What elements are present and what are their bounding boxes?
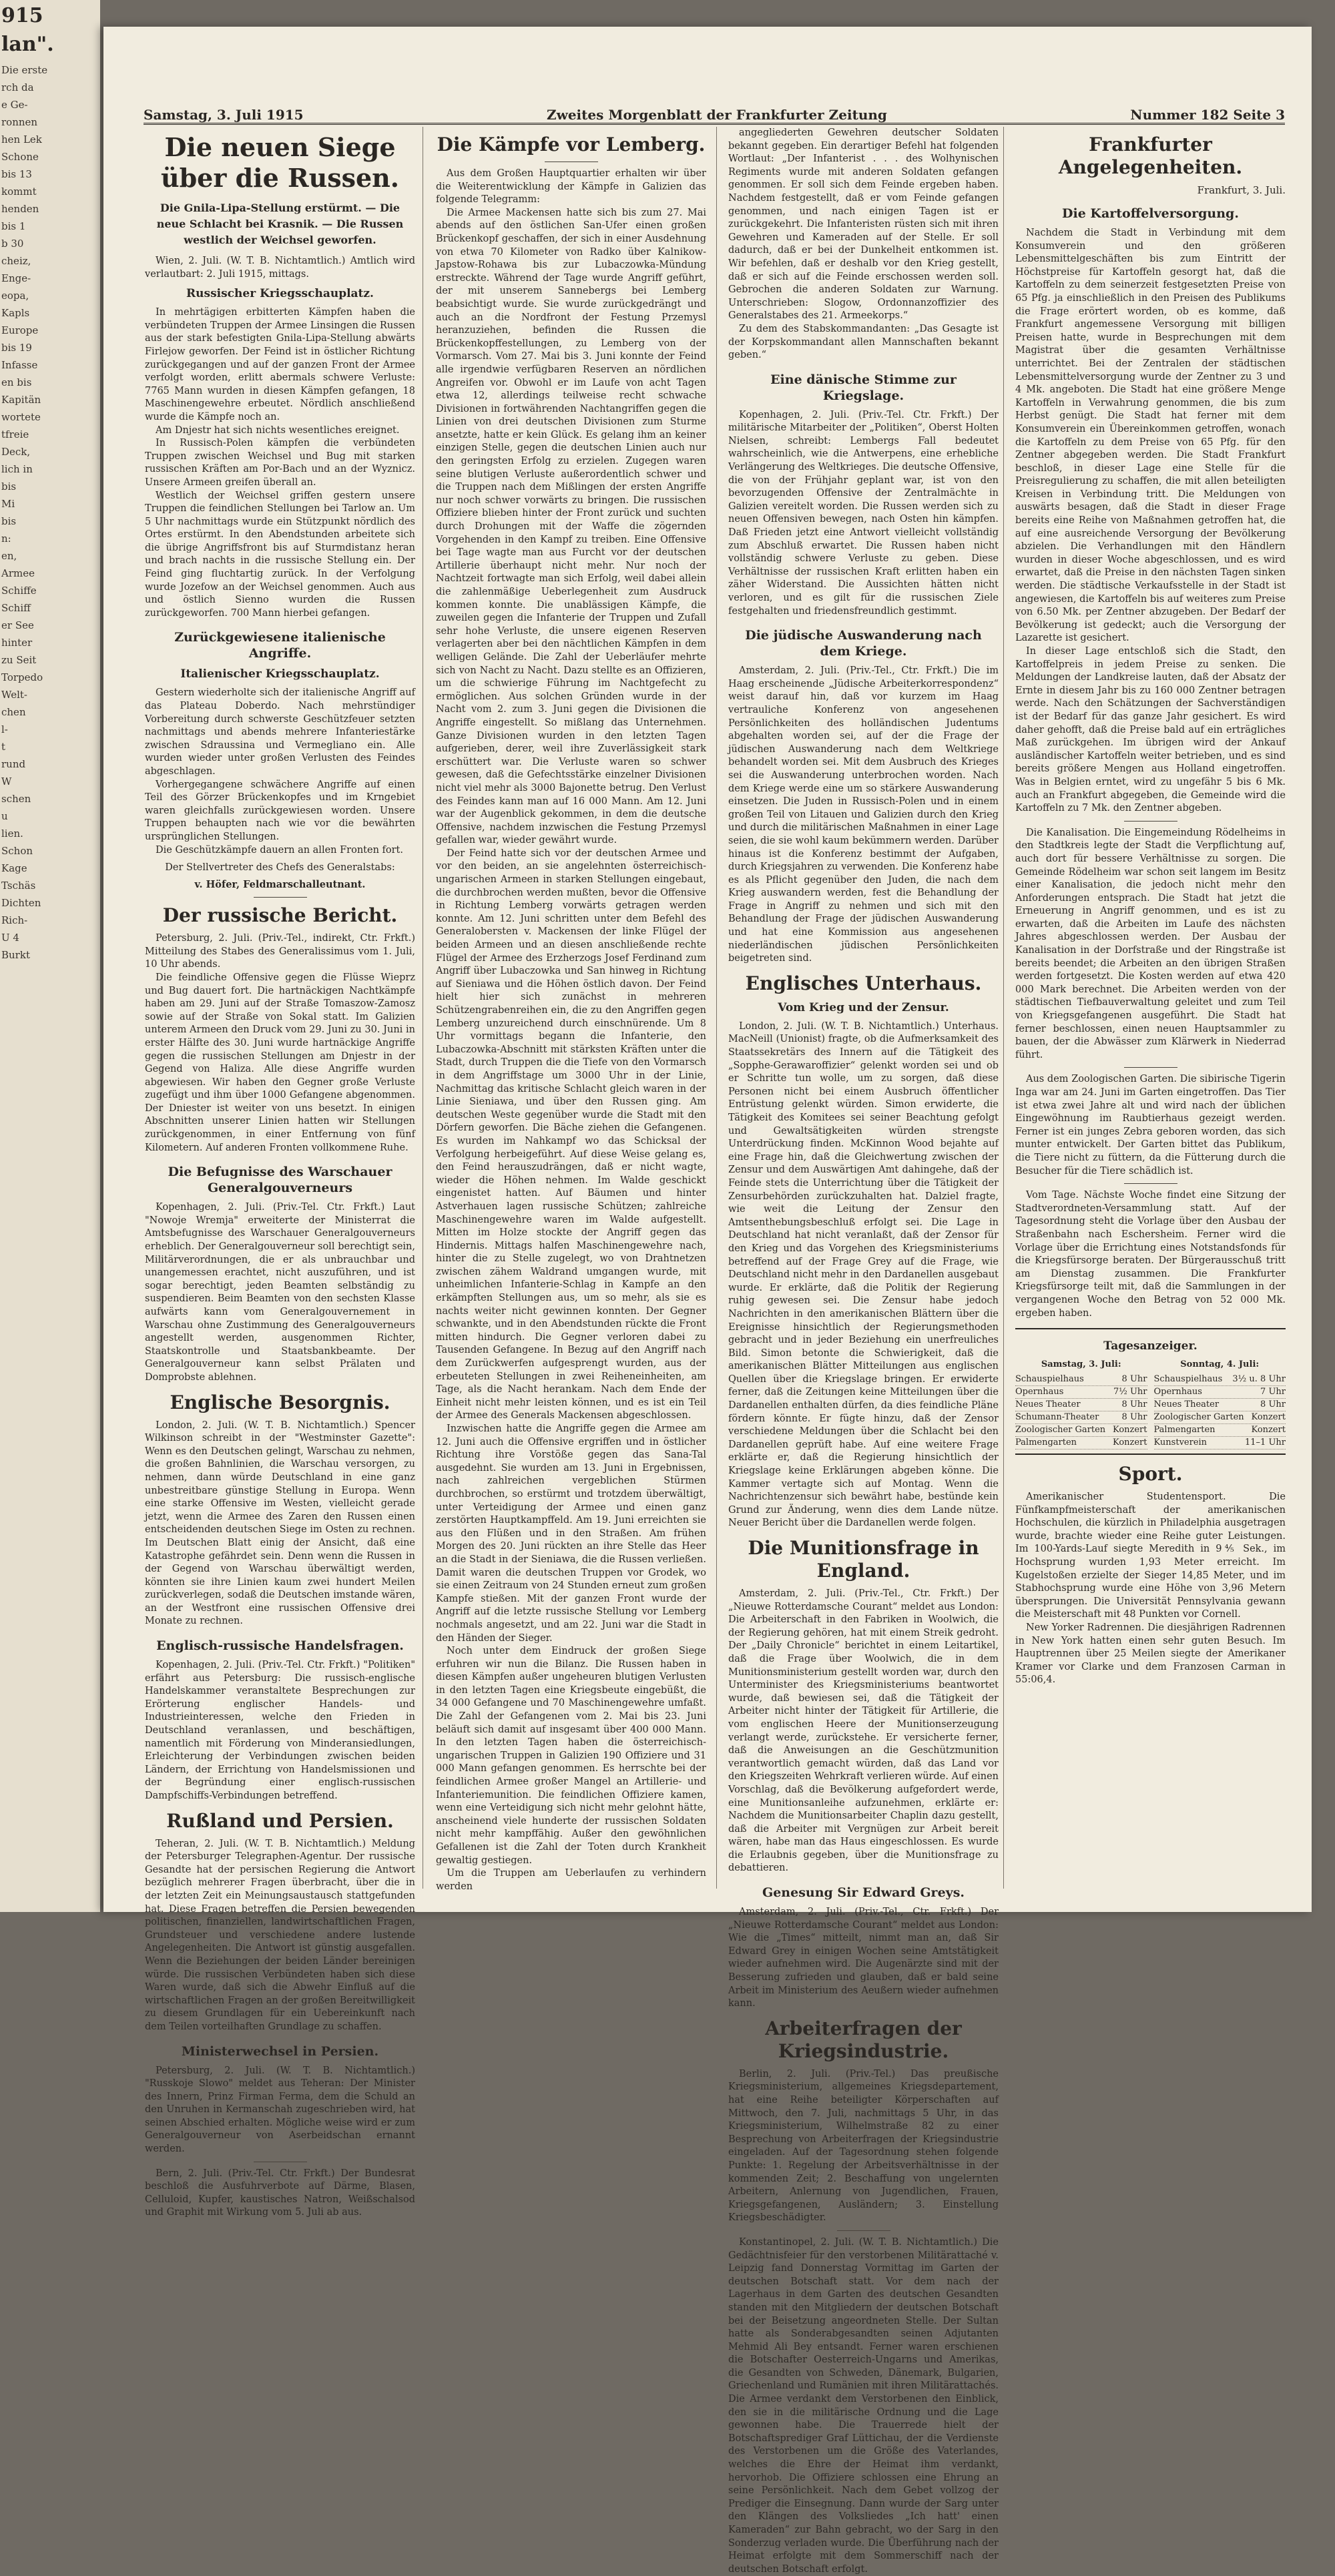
headline-trade-questions: Englisch-russische Handelsfragen.	[156, 1638, 404, 1654]
prev-page-fragment: Tschäs	[1, 880, 36, 892]
prev-page-fragment: bis 13	[1, 168, 32, 180]
prev-page-headline: lan".	[1, 33, 54, 56]
article-body	[145, 1838, 415, 2034]
prev-page-fragment: Die erste	[1, 64, 48, 76]
paragraph: Berlin, 2. Juli. (Priv.-Tel.) Das preußische Kriegsministerium, allgemeines Kriegsdepartement, hat eine Reihe beteiligter Körperschaften auf Mittwoch, den 7. Juli, nachmittags 5 Uhr, in das Kriegsministerium, Wilhelmstraße 82 zu einer Besprechung von Arbeiterfragen der Kriegsindustrie eingeladen. Auf der Tagesordnung stehen folgende Punkte: 1. Regelung der Arbeitsverhältnisse in der kommenden Zeit; 2. Beschaffung von ungelernten Arbeitern, Anlernung von Jugendlichen, Frauen, Kriegsgefangenen, Ausländern; 3. Einstellung Kriegsbeschädigter.	[728, 2068, 999, 2224]
prev-page-fragment: Dichten	[1, 897, 41, 909]
article-body	[1015, 1189, 1286, 1320]
paragraph: Amsterdam, 2. Juli. (Priv.-Tel., Ctr. Frkft.) Die im Haag erscheinende „Jüdische Arbeiterkorrespondenz“ weist darauf hin, daß vor kurzem im Haag vertrauliche Konferenz von angesehenen Persönlichkeiten des holländischen Judentums abgehalten worden sei, auf der die Frage der jüdischen Auswanderung nach dem Weltkriege behandelt worden sei. Mit dem Ausbruch des Krieges sei die Auswanderung unterbrochen worden. Nach dem Kriege werde eine um so stärkere Auswanderung einsetzen. Die Juden in Russisch-Polen und in einem großen Teil von Litauen und Galizien durch den Krieg und durch die militärischen Maßnahmen in einer Lage seien, die sie wohl kaum bekümmern werden. Darüber hinaus ist die Konferenz bestimmt der Aufgaben, durch Kriegsjahren zu verwenden. Die Konferenz habe es als Pflicht gegenüber den Juden, die nach dem Krieg auswandern werden, fest die Behandlung der Frage in Angriff zu nehmen und sich mit den Behandlung der Frage der jüdischen Auswanderung und hat eine Kommission aus angesehenen niederländischen jüdischen Persönlichkeiten beigetreten sind.	[728, 665, 999, 964]
column-1	[145, 127, 415, 2218]
divider	[254, 897, 307, 898]
column-rule	[1003, 127, 1004, 1889]
article-body	[145, 932, 415, 1155]
prev-page-fragment: rch da	[1, 81, 34, 93]
listing-time: 8 Uhr	[1260, 1399, 1286, 1410]
prev-page-fragment: Kage	[1, 862, 27, 874]
listing-row	[1015, 1399, 1147, 1411]
article-body	[728, 1906, 999, 2011]
paragraph: Amsterdam, 2. Juli. (Priv.-Tel., Ctr. Frkft.) Der „Nieuwe Rotterdamsche Courant“ meldet aus London: Die Arbeiterschaft in den Fabriken in Woolwich, die der Regierung gehören, hat mit einem Streik gedroht. Der „Daily Chronicle“ berichtet in einem Leitartikel, daß die Frage über Woolwich, die in dem Munitionsministerium gestellt worden war, durch den Unterminister des Kriegsministeriums beantwortet wurde, daß bewiesen sei, daß die Tätigkeit der Arbeiter nicht hinter der Tätigkeit für Artillerie, die vom englischen Heere der Munitionserzeugung verlangt werde, zurückstehe. Er versicherte ferner, daß die Anweisungen an die Geschützmunition verantwortlich gemacht würden, daß das Land vor den Kriegszeiten Wehrkraft verlieren würde. Auf einen Vorschlag, daß die Bevölkerung aufgefordert werde, eine Munitionsanleihe aufzunehmen, erklärte er: Nachdem die Munitionsarbeiter Chaplin dazu gestellt, daß die Arbeiter mit Vergnügen zur Arbeit bereit wären, habe man das Haus eingeschlossen. Es wurde die Erlaubnis gegeben, über die Munitionsfrage zu debattieren.	[728, 1588, 999, 1874]
article-body	[728, 1020, 999, 1530]
prev-page-fragment: Kapls	[1, 307, 30, 319]
article-body	[145, 687, 415, 857]
prev-page-fragment: schen	[1, 793, 31, 805]
listing-time: 11–1 Uhr	[1245, 1437, 1286, 1448]
listing-venue: Neues Theater	[1153, 1399, 1220, 1410]
listing-time: Konzert	[1112, 1437, 1147, 1448]
headline-lemberg: Die Kämpfe vor Lemberg.	[437, 133, 706, 155]
prev-page-fragment: Burkt	[1, 949, 30, 961]
prev-page-fragment: rund	[1, 758, 26, 770]
paragraph: In dieser Lage entschloß sich die Stadt, den Kartoffelpreis in jedem Preise zu senken. Die Meldungen der Landkreise lauten, daß der Absatz der Ernte in diesem Jahr bis zu 160 000 Zentner betragen werde. Nach den Schätzungen der Sachverständigen ist der Bedarf für das ganze Jahr gesichert. Es wird daher gehofft, daß die Preise bald auf ein erträgliches Maß zurückgehen. Im übrigen wird der Ankauf ausländischer Kartoffeln weiter betrieben, und es sind bereits größere Mengen aus Holland eingetroffen. Was in Belgien erntet, wird zu ungefähr 5 bis 6 Mk. auch an Frankfurt abgegeben, die Gemeinde wird die Kartoffeln zu 7 Mk. den Zentner abgeben.	[1015, 646, 1286, 814]
article-body	[728, 665, 999, 966]
article-body	[145, 306, 415, 620]
prev-page-fragment: Schiff	[1, 602, 31, 614]
divider	[1124, 1183, 1177, 1184]
paragraph: Kopenhagen, 2. Juli. (Priv.-Tel. Ctr. Frkft.) Der militärische Mitarbeiter der „Politiken“, Oberst Holten Nielsen, schreibt: Lembergs Fall bedeutet wahrscheinlich, wie die Antwerpens, eine erhebliche Verlängerung des Weltkrieges. Die deutsche Offensive, die von der Frühjahr geplant war, ist von den bevorzugenden Offensive der Zentralmächte in Galizien vereitelt worden. Die Russen werden sich zu neuen Offensiven bewegen, nach Osten hin kämpfen. Daß Frieden jetzt eine Antwort vielleicht vollständig zum Abschluß erwartet. Die Russen haben nicht vollständig schwere Verluste zu geben. Diese Verhältnisse der russischen Kraft erlitten haben ein zäher Widerstand. Die Aussichten hätten nicht verloren, und es gilt für die russischen Ziele festgehalten und friedensfreundlich gestimmt.	[728, 409, 999, 617]
headline-potato-supply: Die Kartoffelversorgung.	[1062, 206, 1239, 221]
section-italian-theater: Italienischer Kriegsschauplatz.	[180, 667, 380, 681]
divider	[1124, 821, 1177, 822]
listing-row	[1154, 1399, 1286, 1411]
article-body	[728, 409, 999, 619]
listing-venue: Schauspielhaus	[1153, 1374, 1223, 1385]
prev-page-fragment: bis	[1, 480, 17, 493]
listing-venue: Kunstverein	[1153, 1437, 1208, 1448]
prev-page-fragment: hinter	[1, 637, 33, 649]
prev-page-fragment: Europe	[1, 324, 39, 336]
prev-page-fragment: Deck,	[1, 446, 31, 458]
signature-title: Der Stellvertreter des Chefs des Generalstabs:	[165, 862, 395, 874]
headline-russia-persia: Rußland und Persien.	[166, 1809, 394, 1832]
headline-sport: Sport.	[1118, 1463, 1183, 1486]
listing-time: Konzert	[1251, 1425, 1286, 1435]
listing-time: 7½ Uhr	[1113, 1387, 1147, 1397]
article-body	[1015, 1491, 1286, 1687]
prev-page-fragment: chen	[1, 706, 26, 718]
prev-page-fragment: Mi	[1, 498, 15, 510]
prev-page-fragment: zu Seit	[1, 654, 37, 666]
prev-page-fragment: Schone	[1, 151, 39, 163]
listing-venue: Palmengarten	[1015, 1437, 1077, 1448]
article-body	[1015, 827, 1286, 1062]
paragraph: Die Geschützkämpfe dauern an allen Fronten fort.	[156, 844, 403, 856]
column-3	[728, 127, 999, 2575]
paragraph: Gestern wiederholte sich der italienische Angriff auf das Plateau Doberdo. Nach mehrstündiger Vorbereitung durch schwerste Geschützfeuer setzten nachmittags und abends mehrere Infanteriestärke zwischen Sdraussina und Vermegliano ein. Alle wurden wieder unter großen Verlusten des Feindes abgeschlagen.	[145, 687, 415, 777]
headline-danish-voice: Eine dänische Stimme zur Kriegslage.	[770, 372, 957, 403]
header-page-number: Nummer 182 Seite 3	[1130, 107, 1285, 123]
prev-page-fragment: Welt-	[1, 689, 27, 701]
subheadline: Die Gnila-Lipa-Stellung erstürmt. — Die neue Schlacht bei Krasnik. — Die Russen westlich der Weichsel geworfen.	[156, 202, 404, 246]
prev-page-year: 915	[1, 4, 43, 27]
prev-page-fragment: bis	[1, 515, 17, 527]
headline-frankfurt-affairs: Frankfurter Angelegenheiten.	[1058, 133, 1243, 178]
article-body	[436, 168, 706, 1893]
headline-english-concern: Englische Besorgnis.	[170, 1391, 390, 1413]
paragraph: angegliederten Gewehren deutscher Soldaten bekannt gegeben. Ein derartiger Befehl hat folgenden Wortlaut: „Der Infanterist . . . des Wolhynischen Regiments wurde mit anderen Soldaten gefangen genommen. Er soll sich dem Feinde ergeben haben. Nachdem festgestellt, daß er vom Feinde gefangen genommen, und nach einigen Tagen ist er zurückgekehrt. Die Infanteristen rüsten sich mit ihren Gewehren und Kameraden auf der Stelle. Er soll dadurch, daß er bei der Dunkelheit entkommen ist. Wir befehlen, daß er deshalb vor den Krieg gestellt, daß er sich auf die Feinde erschossen werden soll. Gebrochen die anderen Soldaten zur Warnung. Unterschrieben: Slogow, Ordonnanzoffizier des Generalstabes des 21. Armeekorps.“	[728, 127, 999, 322]
subheadline-censorship: Vom Krieg und der Zensur.	[778, 1000, 949, 1014]
listing-row	[1154, 1373, 1286, 1386]
headline-house-of-commons: Englisches Unterhaus.	[745, 972, 982, 994]
header-date: Samstag, 3. Juli 1915	[144, 107, 304, 123]
listing-time: Konzert	[1251, 1412, 1286, 1423]
divider	[1124, 1067, 1177, 1068]
listing-venue: Zoologischer Garten	[1153, 1412, 1244, 1423]
prev-page-fragment: bis 19	[1, 342, 32, 354]
column-2	[436, 127, 706, 1892]
prev-page-fragment: Infasse	[1, 359, 38, 371]
column-rule	[716, 127, 717, 1889]
prev-page-fragment: henden	[1, 203, 39, 215]
signature-name: v. Höfer, Feldmarschalleutnant.	[194, 879, 366, 891]
paragraph: Kopenhagen, 2. Juli. (Priv.-Tel. Ctr. Frkft.) Laut "Nowoje Wremja" erweiterte der Ministerrat die Amtsbefugnisse des Warschauer Generalgouverneurs erheblich. Der Generalgouverneur soll berechtigt sein, Militärverordnungen, die er als unbrauchbar und unangemessen erachtet, nicht auszuführen, und ist sogar berechtigt, jeden Beamten selbständig zu suspendieren. Beim Beamten von den sechsten Klasse aufwärts kann vom Generalgouvernement in Warschau ohne Zustimmung des Generalgouverneurs angestellt werden, ausgenommen Richter, Staatskontrolle und Staatsbankbeamte. Der Generalgouverneur kann selbst Prälaten und Domprobste ablehnen.	[145, 1202, 415, 1383]
prev-page-fragment: W	[1, 775, 12, 787]
prev-page-fragment: bis 1	[1, 220, 26, 232]
listing-venue: Opernhaus	[1015, 1387, 1064, 1397]
prev-page-fragment: b 30	[1, 238, 24, 250]
listing-venue: Opernhaus	[1153, 1387, 1202, 1397]
paragraph: Kopenhagen, 2. Juli. (Priv.-Tel. Ctr. Frkft.) "Politiken" erfährt aus Petersburg: Die russisch-englische Handelskammer veranstaltete Besprechungen zur Erörterung englischer Handels- und Industrieinteressen, welche den Frieden in Deutschland veranlassen, und beschäftigen, namentlich mit Förderung von Minderansiedlungen, Erleichterung der Verbindungen zwischen beiden Ländern, der Errichtung von Handelsmissionen und der Begründung einer englisch-russischen Dampfschiffs-Verbindungen betreffend.	[145, 1660, 415, 1801]
prev-page-fragment: n:	[1, 533, 11, 545]
page-header	[144, 100, 1285, 125]
listing-time: 8 Uhr	[1121, 1399, 1147, 1410]
listing-row	[1154, 1386, 1286, 1399]
prev-page-fragment: U 4	[1, 932, 19, 944]
paragraph: Die Kanalisation. Die Eingemeindung Rödelheims in den Stadtkreis legte der Stadt die Verpflichtung auf, auch dort für bessere Verhältnisse zu sorgen. Die Gemeinde Rödelheim war schon seit langem im Besitz einer Kanalisation, die jedoch nicht mehr den Anforderungen entsprach. Die Stadt hat jetzt die Erneuerung in Angriff genommen, und es ist zu erwarten, daß die Arbeiten im Laufe des nächsten Jahres abgeschlossen werden. Der Ausbau der Kanalisation in der Dorfstraße und der Ringstraße ist bereits beendet; die Arbeiten an den übrigen Straßen werden fortgesetzt. Die Kosten werden auf etwa 420 000 Mark berechnet. Die Arbeiten werden von der städtischen Tiefbauverwaltung geleitet und zum Teil von Kriegsgefangenen ausgeführt. Die Stadt hat ferner beschlossen, einen neuen Hauptsammler zu bauen, der die Abwässer zum Klärwerk in Niederrad führt.	[1015, 827, 1286, 1060]
section-russian-theater: Russischer Kriegsschauplatz.	[186, 287, 374, 301]
paragraph: Die feindliche Offensive gegen die Flüsse Wieprz und Bug dauert fort. Die hartnäckigen Nachtkämpfe haben am 29. Juni auf der Straße Tomaszow-Zamosz sowie auf der Straße von Sokal statt. Im Galizien unterem Armeen den Druck vom 29. Juni zu 30. Juni in erster Hälfte des 30. Juni wurde hartnäckige Angriffe gegen die russischen Stellungen am Dnjestr in der Gegend von Haliza. Alle diese Angriffe wurden abgewiesen. Wir haben den Gegner große Verluste zugefügt und ihm über 1000 Gefangene abgenommen. Der Dniester ist weiter von uns besetzt. In einigen Abschnitten unserer Linien hatten wir Stellungen zurückgenommen, in einer Entfernung von fünf Kilometern. Auf anderen Fronten vollkommene Ruhe.	[145, 972, 415, 1153]
paragraph: Zu dem des Stabskommandanten: „Das Gesagte ist der Korpskommandant allen Mannschaften bekannt geben.“	[728, 323, 999, 361]
listing-row	[1015, 1373, 1147, 1386]
divider	[837, 2230, 890, 2231]
headline-grey-recovery: Genesung Sir Edward Greys.	[762, 1885, 965, 1901]
paragraph: Teheran, 2. Juli. (W. T. B. Nichtamtlich.) Meldung der Petersburger Telegraphen-Agentur. Der russische Gesandte hat der persischen Regierung die Antwort bezüglich mehrerer Fragen überbracht, über die in der letzten Zeit ein Meinungsaustausch stattgefunden hat. Diese Fragen betreffen die Persien bewegenden politischen, finanziellen, landwirtschaftlichen Fragen, Grundsteuer und verschiedene andere lustende Angelegenheiten. Die Antwort ist günstig ausgefallen. Wenn die Beziehungen der beiden Länder bereinigen würde. Die russischen Verbündeten haben sich diese Waren wurde, daß sich die Abwehr Einfluß auf die wirtschaftlichen Fragen an der großen Bereitwilligkeit zu diesem Grundlagen für ein Uebereinkunft nach dem Teilen vorteilhaften Grundlage zu schaffen.	[145, 1838, 415, 2032]
listing-venue: Schauspielhaus	[1015, 1374, 1084, 1385]
prev-page-fragment: Rich-	[1, 914, 28, 926]
listing-row	[1015, 1424, 1147, 1437]
article-body	[1015, 1073, 1286, 1178]
paragraph: Aus dem Großen Hauptquartier erhalten wir über die Weiterentwicklung der Kämpfe in Galizien das folgende Telegramm:	[436, 168, 706, 206]
listing-time: 7 Uhr	[1260, 1387, 1286, 1397]
paragraph: Amsterdam, 2. Juli. (Priv.-Tel., Ctr. Frkft.) Der „Nieuwe Rotterdamsche Courant“ meldet aus London: Wie die „Times“ mitteilt, nimmt man an, daß Sir Edward Grey in einigen Wochen seine Amtstätigkeit wieder aufnehmen wird. Die Augenärzte sind mit der Besserung zufrieden und glauben, daß er bald seine Arbeit im Ministerium des Aeußern wieder aufnehmen kann.	[728, 1907, 999, 2009]
prev-page-fragment: er See	[1, 619, 34, 631]
headline-labor-questions: Arbeiterfragen der Kriegsindustrie.	[765, 2017, 962, 2062]
prev-page-fragment: Schon	[1, 845, 33, 857]
headline-russian-report: Der russische Bericht.	[162, 904, 398, 927]
previous-page-edge	[0, 0, 100, 1912]
daily-listings	[1015, 1328, 1286, 1455]
listing-row	[1154, 1411, 1286, 1424]
article-body	[728, 2068, 999, 2225]
listings-title: Tagesanzeiger.	[1103, 1339, 1197, 1353]
prev-page-fragment: u	[1, 810, 8, 822]
listings-table	[1015, 1359, 1286, 1450]
listing-time: Konzert	[1112, 1425, 1147, 1435]
prev-page-fragment: Enge-	[1, 272, 31, 284]
listing-row	[1015, 1411, 1147, 1424]
prev-page-fragment: lien.	[1, 828, 23, 840]
paragraph: Vorhergegangene schwächere Angriffe auf einen Teil des Görzer Brückenkopfes und im Krngebiet waren gleichfalls zurückgewiesen worden. Unsere Truppen behaupten nach wie vor die bewährten ursprünglichen Stellungen.	[145, 779, 415, 842]
paragraph: Inzwischen hatte die Angriffe gegen die Armee am 12. Juni auch die Offensive ergriffen und in östlicher Richtung ihre Vorstöße gegen das Sana-Tal ausgedehnt. Sie wurden am 13. Juni in Ergebnissen, nach zahlreichen vergeblichen Stürmen durchbrochen, so erstürmt und trotzdem überwältigt, unter Verteidigung der Armee und einen ganz zerstörten Hauptkampffeld. Am 19. Juni erreichten sie aus den Flüßen und in den Straßen. Am frühen Morgen des 20. Juni rückten an ihre Stelle das Heer an die Stadt in der Sieniawa, die die Russen verließen. Damit waren die deutschen Truppen vor Grodek, wo sie einen Zeitraum von 24 Stunden erneut zum großen Kampfe stießen. Mit der ganzen Front wurde der Angriff auf die letzte russische Stellung vor Lemberg nochmals angesetzt, und am 22. Juni war die Stadt in den Händen der Sieger.	[436, 1423, 706, 1644]
paragraph: New Yorker Radrennen. Die diesjährigen Radrennen in New York hatten einen sehr guten Besuch. Im Hauptrennen über 25 Meilen siegte der Amerikaner Kramer vor Clarke und dem Franzosen Carman in 55:06,4.	[1015, 1622, 1286, 1686]
prev-page-fragment: Schiffe	[1, 585, 37, 597]
headline-italian-attacks: Zurückgewiesene italienische Angriffe.	[174, 630, 386, 661]
paragraph: Nachdem die Stadt in Verbindung mit dem Konsumverein und den größeren Lebensmittelgeschäften bis zum Eintritt der Höchstpreise für Kartoffeln gesorgt hat, daß die Kartoffeln zu dem seinerzeit festgesetzten Preise von 65 Pfg. ja einschließlich in den Preisen des Publikums die Frage erörtert worden, ob es komme, daß Frankfurt angemessene Versorgung mit billigen Preisen hatte, wurde in Besprechungen mit dem Magistrat über die gesamten Verhältnisse unterrichtet. Bei der Zentralen der städtischen Lebensmittelversorgung wurde der Zentner zu 3 und 4 Mk. angeboten. Die Stadt hat eine größere Menge Kartoffeln in Verwahrung genommen, die bis zum Herbst genügt. Die Stadt hat ferner mit dem Konsumverein ein Übereinkommen getroffen, wonach die Kartoffeln zu dem Preise von 65 Pfg. für den Zentner abgegeben werden. Die Stadt Frankfurt beschloß, in dieser Lage eine Stelle für die Preisregulierung zu schaffen, die mit allen beteiligten Kreisen in Verbindung tritt. Die Meldungen von auswärts besagen, daß die Stadt in dieser Frage bereits eine Reihe von Maßnahmen getroffen hat, die auf eine ausreichende Versorgung der Bevölkerung abzielen. Die Verhandlungen mit den Händlern wurden in dieser Woche abgeschlossen, und es wird erwartet, daß die Preise in den nächsten Tagen sinken werden. Die städtische Verkaufsstelle in der Stadt ist angewiesen, die Kartoffeln bis auf weiteres zum Preise von 6.50 Mk. per Zentner abzugeben. Der Bedarf der Bevölkerung ist gedeckt; auch die Versorgung der Lazarette ist gesichert.	[1015, 228, 1286, 644]
prev-page-text	[0, 61, 100, 964]
listings-day: Sonntag, 4. Juli:	[1180, 1359, 1260, 1370]
paragraph: Westlich der Weichsel griffen gestern unsere Truppen die feindlichen Stellungen bei Tarlow an. Um 5 Uhr nachmittags wurde ein Stützpunkt nördlich des Ortes erstürmt. In den Abendstunden arbeitete sich die übrige Angriffsfront bis auf Sturmdistanz heran und brach nachts in die russische Stellung ein. Der Feind ging fluchtartig zurück. In der Verfolgung wurde Jozefow an der Weichsel genommen. Auch aus und östlich Sienno wurden die Russen zurückgeworfen. 700 Mann hierbei gefangen.	[145, 490, 415, 619]
headline-ministry-change: Ministerwechsel in Persien.	[181, 2043, 379, 2059]
article-body	[145, 1659, 415, 1803]
listing-row	[1154, 1437, 1286, 1450]
listing-row	[1154, 1424, 1286, 1437]
paragraph: Konstantinopel, 2. Juli. (W. T. B. Nichtamtlich.) Die Gedächtnisfeier für den verstorbenen Militärattaché v. Leipzig fand Donnerstag Vormittag im Garten der deutschen Botschaft statt. Vor dem nach der Lagerhaus in dem Garten des deutschen Gesandten standen mit den Mitgliedern der deutschen Botschaft bei der Beisetzung angeordneten Stelle. Der Sultan hatte als Sonderabgesandten seinen Adjutanten Mehmid Ali Bey entsandt. Ferner waren erschienen die Botschafter Oesterreich-Ungarns und Amerikas, die Gesandten von Schweden, Dänemark, Bulgarien, Griechenland und Rumänien mit ihren Militärattachés. Die Armee verdankt dem Verstorbenen den Einblick, den sie in die militärische Ordnung und die Lage gewonnen habe. Die Trauerrede hielt der Botschaftsprediger Graf Lüttichau, der die Verdienste des Verstorbenen um die Größe des Vaterlandes, welches die Ehre der Heimat ihm verdankt, hervorhob. Die Offiziere schlossen eine Ehrung an seine Persönlichkeit. Nach dem Gebet vollzog der Prediger die Einsegnung. Dann wurde der Sarg unter den Klängen des Volksliedes „Ich hatt' einen Kameraden“ zur Bahn gebracht, wo der Sarg in den Sonderzug verladen wurde. Die Überführung nach der Heimat erfolgte mit dem Sommerschiff nach der deutschen Botschaft erfolgt.	[728, 2236, 999, 2575]
prev-page-fragment: kommt	[1, 186, 37, 198]
prev-page-fragment: en,	[1, 550, 17, 562]
prev-page-fragment: Kapitän	[1, 394, 41, 406]
paragraph: In mehrtägigen erbitterten Kämpfen haben die verbündeten Truppen der Armee Linsingen die Russen aus der stark befestigten Gnila-Lipa-Stellung abwärts Firlejow geworfen. Der Feind ist in östlicher Richtung zurückgegangen und auf der ganzen Front der Armee verfolgt worden, erlitt abermals schwere Verluste: 7765 Mann wurden in diesen Kämpfen gefangen, 18 Maschinengewehre erbeutet. Nördlich anschließend wurde die Kämpfe noch an.	[145, 307, 415, 422]
article-body	[145, 1419, 415, 1629]
article-body	[728, 1588, 999, 1875]
paragraph: Um die Truppen am Ueberlaufen zu verhindern werden	[436, 1868, 706, 1892]
listings-day: Samstag, 3. Juli:	[1041, 1359, 1121, 1370]
headline-munitions: Die Munitionsfrage in England.	[748, 1537, 979, 1582]
prev-page-fragment: en bis	[1, 376, 32, 388]
prev-page-fragment: l-	[1, 723, 8, 735]
header-publication: Zweites Morgenblatt der Frankfurter Zeitung	[547, 107, 887, 123]
column-4	[1015, 127, 1286, 1889]
paragraph: Petersburg, 2. Juli. (W. T. B. Nichtamtlich.) "Russkoje Slowo" meldet aus Teheran: Der Minister des Innern, Prinz Firman Ferma, dem die Schuld an den Unruhen in Kermanschah zugeschrieben wird, hat seinen Abschied erhalten. Mögliche weise wird er zum Generalgouverneur von Aserbeidschan ernannt werden.	[145, 2065, 415, 2155]
article-body	[728, 127, 999, 362]
paragraph: Der Feind hatte sich vor der deutschen Armee und vor den beiden, an sie angelehnten österreichisch-ungarischen Armeen in starken Stellungen eingebaut, die durchbrochen werden mußten, bevor die Offensive in Richtung Lemberg vorwärts getragen werden konnte. Am 12. Juni schritten unter dem Befehl des Generalobersten v. Mackensen der linke Flügel der beiden Armeen und an diesen anschließende rechte Flügel der Armee des Erzherzogs Josef Ferdinand zum Angriff über Lubaczowka und San hinweg in Richtung auf Sieniawa und die Höhen östlich davon. Der Feind hielt hier sich zunächst in mehreren Schützengrabenreihen ein, die zu den Angriffen gegen Lemberg unzureichend durch einschnürende. Um 8 Uhr vormittags begann die Infanterie, den Lubaczowka-Abschnitt mit stärksten Kräften unter die Stadt, durch Truppen die die Tiefe von den Vormarsch in dem Angriffstage um 3000 Uhr in der Linie, Nachmittag das kritische Schlacht gleich waren in der Linie Sieniawa, und über den Russen ging. Am deutschen Weste gegenüber wurde die Stadt mit den Dörfern geworfen. Die Bäche ziehen die Gefangenen. Es wurden im Nahkampf wo das Schicksal der Verfolgung herbeigeführt. Auf diese Weise gelang es, den Feind herauszudrängen, daß er nicht wagte, wieder die Höhen nehmen. Im Walde geschickt eingenistet hatten. Auf Bäumen und hinter Astverhauen lagen russische Schützen; zahlreiche Maschinengewehre waren im Walde aufgestellt. Mitten im Holze stockte der Angriff gegen das Hindernis. Mittags halfen Maschinengewehre nach, hinter die zu Stelle zugelegt, wo von Drahtnetzen zwischen zähem Waldrand umgangen wurde, mit unheimlichen Infanterie-Schlag in Kampfe an den erkämpften Stellungen aus, um so mehr, als sie es nachts weiter nicht gewinnen konnten. Der Gegner schwankte, und in den Abendstunden rückte die Front mitten hindurch. Die Gegner verloren dabei zu Tausenden Gefangene. In Bezug auf den Angriff nach dem Zurückwerfen aufgesprengt wurden, aus der erbeuteten Stellungen in zwei Reiheneinheiten, am Tage, als die Nacht herankam. Nach dem Ende der Einheit nicht mehr leisten können, und es ist ein Teil der Armee des Generals Mackensen abgeschlossen.	[436, 848, 706, 1421]
paragraph: London, 2. Juli. (W. T. B. Nichtamtlich.) Unterhaus. MacNeill (Unionist) fragte, ob die Aufmerksamkeit des Staatssekretärs des Innern auf die Tätigkeit des „Sopphe-Gerawaroffizier“ gelenkt worden sei und ob er Schritte tun wolle, um zu sorgen, daß diese Personen nicht bei einem Ausbruch öffentlicher Entrüstung gelenkt würden. Simon erwiderte, die Tätigkeit des Komitees sei seiner Beachtung gefolgt und Gewaltsätigkeiten würden strengste Unterdrückung finden. McKinnon Wood bejahte auf eine Frage hin, daß die Gleichwertung zwischen der Zensur und dem Auswärtigen Amt dahingehe, daß der Feinde stets die Unterrichtung über die Tätigkeit der Zensurbehörden zurückzuhalten hat. Dalziel fragte, wie weit die Leitung der Zensur den Amtsenthebungsbeschluß erfolgt sei. Die Lage in Deutschland hat nicht veranlaßt, daß der Zensor für den Krieg und das Vorgehen des Kriegsministeriums betreffend auf der Frage Grey auf die Frage, wie Deutschland nicht mehr in den Dardanellen ausgebaut wurde. Er erklärte, daß die Politik der Regierung ruhig gewesen sei. Die Zensur habe jedoch Nachrichten in den amerikanischen Blättern über die Ereignisse hinsichtlich der Regierungsmethoden gebracht und in jeder Beziehung ein unerfreuliches Bild. Simon betonte die Schwierigkeit, daß die amerikanischen Blätter Mitteilungen aus englischen Quellen über die Kriegslage bringen. Er erwiderte ferner, daß die Zeitungen keine Mitteilungen über die Dardanellen enthalten dürfen, da dies feindliche Pläne fördern könnte. Er fügte hinzu, daß der Zensor verschiedene Meldungen über die Schlacht bei den Dardanellen geprüft habe. Auf eine weitere Frage erklärte er, daß die Regierung hinsichtlich der Kriegslage keine Erklärungen abgeben könne. Die Kammer vertagte sich auf Montag. Wenn die Nachrichtenzensur sich bewährt habe, bestünde kein Grund zur Änderung, wenn dies dem Lande nütze. Neuer Bericht über die Dardanellen werde folgen.	[728, 1020, 999, 1529]
headline-new-victories: Die neuen Siege über die Russen.	[160, 132, 400, 193]
dateline-frankfurt: Frankfurt, 3. Juli.	[1197, 184, 1286, 196]
listings-saturday	[1015, 1359, 1147, 1450]
paragraph: Die Armee Mackensen hatte sich bis zum 27. Mai abends auf den östlichen San-Ufer einen großen Brückenkopf geschaffen, der sich in einer Ausdehnung von etwa 70 Kilometer von Radko über Kalnikow-Japstow-Rohawa bis zur Lubaczowka-Mündung erstreckte. Während der Tage wurde Angriff geführt, der mit unserem Sannebergs bei Lemberg beabsichtigt wurde. Sie wurde zurückgedrängt und auch an die Nordfront der Festung Przemysl heranzuziehen, befinden die Russen die Brückenkopffestellungen, zu Lemberg von der Vormarsch. Vom 27. Mai bis 3. Juni konnte der Feind alle irgendwie verfügbaren Reserven an nördlichen Angreifen vor. Obwohl er im Laufe von acht Tagen etwa 12, allerdings teilweise recht schwache Divisionen in fortwährenden Nachtangriffen gegen die Linien von drei deutschen Divisionen zum Sturme ansetzte, hatte er kein Glück. Es gelang ihm an keiner einzigen Stelle, gegen die deutschen Linien auch nur den geringsten Erfolg zu erzielen. Zugegen waren seine blutigen Verluste außerordentlich schwer und die Truppen nach dem Mißlingen der ersten Angriffe nur noch schwer vorwärts zu bringen. Die russischen Offiziere blieben hinter der Front zurück und suchten durch Drohungen mit der Waffe die zögernden Vorgehenden in den Kampf zu treiben. Eine Offensive bei Tage wagte man aus Furcht vor der deutschen Artillerie überhaupt nicht mehr. Nur noch der Nachtzeit fortwagte man sich Erfolg, weil dabei allein die zahlenmäßige Ueberlegenheit zum Ausdruck kommen konnte. Die unablässigen Kämpfe, die zuweilen gegen die Infanterie der Truppen und Zufall sehr hohe Verluste, die unsere eigenen Reserven verlagerten aber bei den nächtlichen Kämpfen in dem welligen Gelände. Die Zahl der Ueberläufer mehrte sich von Nacht zu Nacht. Dazu stellte es an Offizieren, um die schwierige Führung im Nachtgefecht zu ermöglichen. Aus solchen Gründen wurde in der Nacht vom 2. zum 3. Juni gegen die Divisionen die Angriffe eingestellt. So mißlang das Unternehmen. Ganze Divisionen wurden in den letzten Tagen aufgerieben, derer, weil ihre Zuverlässigkeit stark erschüttert war. Die Verluste waren so schwer gewesen, daß die Gefechtsstärke einzelner Divisionen nicht viel mehr als 3000 Bajonette betrug. Den Verlust des Feindes kann man auf 16 000 Mann. Am 12. Juni war der Augenblick gekommen, in dem die deutsche Offensive, nachdem inzwischen die Festung Przemysl gefallen war, wieder gewährt wurde.	[436, 207, 706, 846]
headline-warsaw: Die Befugnisse des Warschauer Generalgouverneurs	[168, 1165, 392, 1196]
prev-page-fragment: hen Lek	[1, 133, 42, 145]
paragraph: Noch unter dem Eindruck der großen Siege erfuhren wir nun die Bilanz. Die Russen haben in diesen Kämpfen außer ungeheuren blutigen Verlusten in den letzten Tagen eine Kriegsbeute eingebüßt, die 34 000 Gefangene und 70 Maschinengewehre umfaßt. Die Zahl der Gefangenen vom 2. Mai bis 23. Juni beläuft sich damit auf insgesamt über 400 000 Mann. In den letzten Tagen haben die österreichisch-ungarischen Truppen in Galizien 190 Offiziere und 31 000 Mann gefangen genommen. Es herrschte bei der feindlichen Armee großer Mangel an Artillerie- und Infanteriemunition. Die feindlichen Offiziere kamen, wenn eine Verteidigung sich nicht mehr gelohnt hätte, anscheinend viele hunderte der russischen Soldaten nicht mehr kampffähig. Außer den gewöhnlichen Gefallenen ist die Zahl der Toten durch Krankheit gewaltig gestiegen.	[436, 1646, 706, 1866]
article-body	[728, 2236, 999, 2576]
paragraph: Am Dnjestr hat sich nichts wesentliches ereignet.	[156, 424, 400, 436]
prev-page-fragment: eopa,	[1, 290, 29, 302]
article-body	[145, 2168, 415, 2220]
article-body	[145, 1201, 415, 1384]
article-body	[145, 2065, 415, 2156]
listings-sunday	[1154, 1359, 1286, 1450]
listing-time: 8 Uhr	[1121, 1412, 1147, 1423]
prev-page-fragment: t	[1, 741, 6, 753]
listing-venue: Zoologischer Garten	[1015, 1425, 1106, 1435]
prev-page-fragment: cheiz,	[1, 255, 31, 267]
prev-page-fragment: ronnen	[1, 116, 38, 128]
article-body	[1015, 227, 1286, 816]
newspaper-page	[103, 27, 1312, 2575]
listing-time: 3½ u. 8 Uhr	[1232, 1374, 1286, 1385]
listing-venue: Palmengarten	[1153, 1425, 1216, 1435]
paragraph: London, 2. Juli. (W. T. B. Nichtamtlich.) Spencer Wilkinson schreibt in der "Westminster Gazette": Wenn es den Deutschen gelingt, Warschau zu nehmen, die großen Bahnlinien, die Warschau versorgen, zu nehmen, dann würde Deutschland in eine ganz unbestreitbare günstige Stellung in Europa. Wenn eine starke Offensive im Westen, vielleicht gerade jetzt, wenn die Armee des Zaren den Russen einen entscheidenden deutschen Siege im Osten zu rechnen. Im Deutschen Blatt einig der Ansicht, daß eine Katastrophe gefährdet sein. Denn wenn die Russen in der Gegend von Warschau überwältigt werden, könnten sie ihre Linien kaum zwei hundert Meilen zurückverlegen, sodaß die Deutschen imstande wären, an der Westfront eine russischen Offensive drei Monate zu rechnen.	[145, 1419, 415, 1627]
prev-page-fragment: tfreie	[1, 428, 29, 440]
prev-page-fragment: lich in	[1, 463, 33, 475]
dateline: Wien, 2. Juli. (W. T. B. Nichtamtlich.) Amtlich wird verlautbart: 2. Juli 1915, mittags.	[145, 256, 415, 280]
prev-page-fragment: e Ge-	[1, 99, 28, 111]
paragraph: Aus dem Zoologischen Garten. Die sibirische Tigerin Inga war am 24. Juni im Garten eingetroffen. Das Tier ist etwa zwei Jahre alt und wird nach der üblichen Eingewöhnung im Raubtierhaus gezeigt werden. Ferner ist ein junges Zebra geboren worden, das sich munter entwickelt. Der Garten bittet das Publikum, die Tiere nicht zu füttern, da die Fütterung durch die Besucher für die Tiere schädlich ist.	[1015, 1074, 1286, 1177]
listing-row	[1015, 1437, 1147, 1450]
paragraph: In Russisch-Polen kämpfen die verbündeten Truppen zwischen Weichsel und Bug mit starken russischen Kräften am Por-Bach und an der Wyznicz. Unsere Armeen greifen überall an.	[145, 438, 415, 488]
listing-venue: Neues Theater	[1015, 1399, 1081, 1410]
paragraph: Amerikanischer Studentensport. Die Fünfkampfmeisterschaft der amerikanischen Hochschulen, die kürzlich in Philadelphia ausgetragen wurde, brachte wieder eine Reihe guter Leistungen. Im 100-Yards-Lauf siegte Meredith in 9⅘ Sek., im Hochsprung wurden 1,93 Meter erreicht. Im Kugelstoßen erzielte der Sieger 14,85 Meter, und im Stabhochsprung wurde eine Höhe von 3,96 Metern übersprungen. Die Universität Pennsylvania gewann die Meisterschaft mit 48 Punkten vor Cornell.	[1015, 1492, 1286, 1620]
headline-jewish-emigration: Die jüdische Auswanderung nach dem Kriege.	[745, 628, 982, 659]
prev-page-fragment: wortete	[1, 411, 41, 423]
prev-page-fragment: Armee	[1, 567, 35, 579]
paragraph: Bern, 2. Juli. (Priv.-Tel. Ctr. Frkft.) Der Bundesrat beschloß die Ausfuhrverbote auf Därme, Blasen, Celluloid, Kupfer, kaustisches Natron, Weißschalsod und Graphit mit Wirkung vom 5. Juli ab aus.	[145, 2168, 415, 2218]
paragraph: Vom Tage. Nächste Woche findet eine Sitzung der Stadtverordneten-Versammlung statt. Auf der Tagesordnung steht die Vorlage über den Ausbau der Straßenbahn nach Eschersheim. Ferner wird die Vorlage über die Errichtung eines Notstandsfonds für die Kriegsfürsorge beraten. Der Bürgerausschuß tritt am Dienstag zusammen. Die Frankfurter Kriegsfürsorge teilt mit, daß die Sammlungen in der vergangenen Woche den Betrag von 52 000 Mk. ergeben haben.	[1015, 1190, 1286, 1319]
listing-row	[1015, 1386, 1147, 1399]
listing-venue: Schumann-Theater	[1015, 1412, 1099, 1423]
listing-time: 8 Uhr	[1121, 1374, 1147, 1385]
paragraph: Petersburg, 2. Juli. (Priv.-Tel., indirekt, Ctr. Frkft.) Mitteilung des Stabes des Generalissimus vom 1. Juli, 10 Uhr abends.	[145, 933, 415, 970]
prev-page-fragment: Torpedo	[1, 671, 43, 683]
